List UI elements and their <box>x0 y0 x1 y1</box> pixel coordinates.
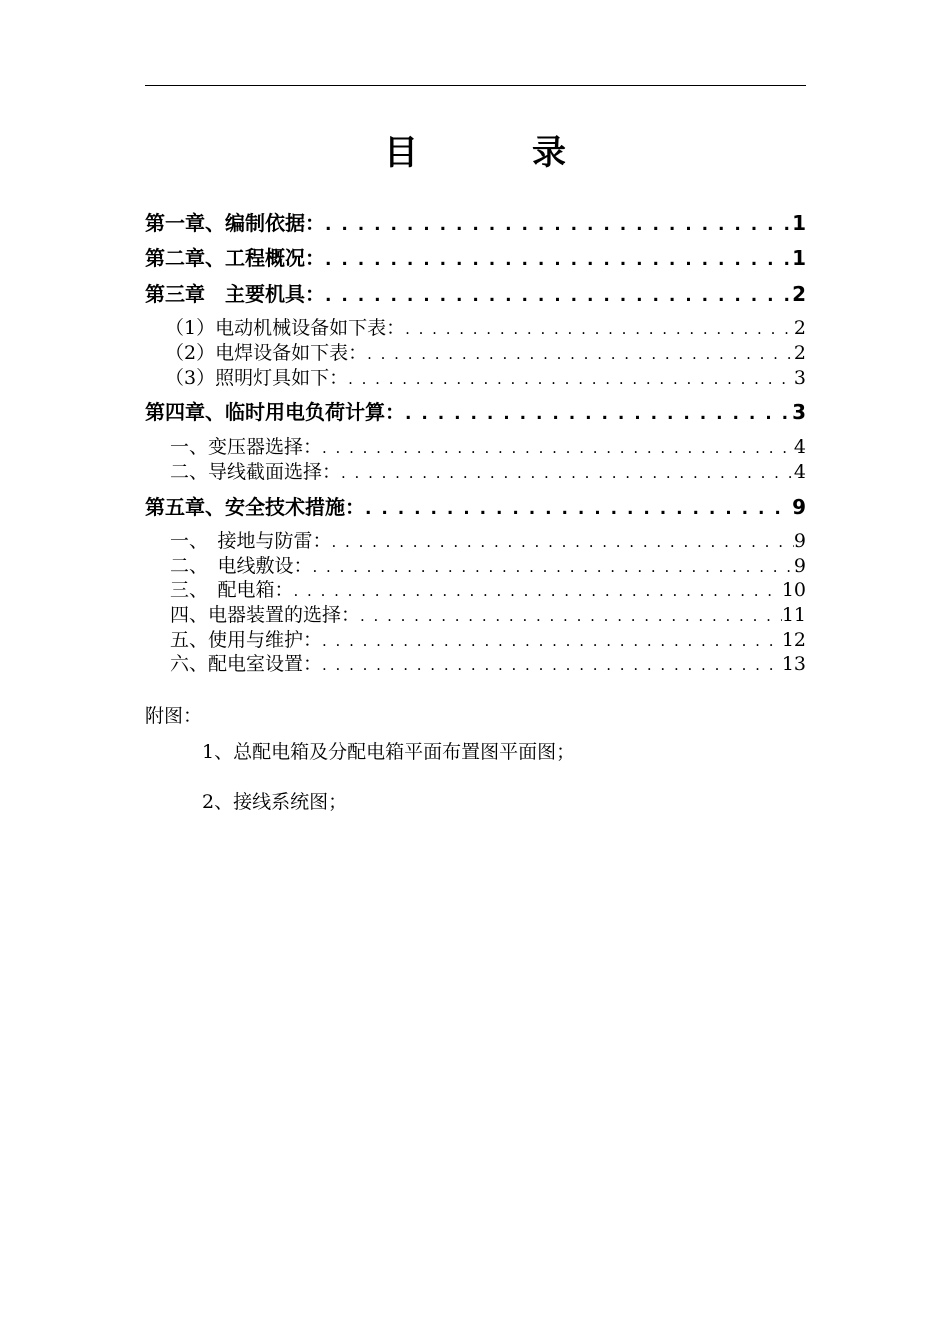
toc-leader-dots <box>325 211 792 235</box>
toc-entry-text: （1）电动机械设备如下表： <box>165 317 406 339</box>
toc-leader-dots <box>294 579 782 601</box>
toc-page-number: 2 <box>793 317 806 339</box>
toc-leader-dots <box>325 282 792 306</box>
toc-leader-dots <box>348 367 794 389</box>
toc-entry-section[interactable] <box>165 363 806 390</box>
toc-page-number: 4 <box>793 461 806 483</box>
toc-entry-text: （2）电焊设备如下表： <box>165 342 368 364</box>
toc-page-number: 9 <box>793 555 806 577</box>
toc-leader-dots <box>332 530 794 552</box>
toc-entry-section[interactable] <box>165 313 806 340</box>
toc-page-number: 13 <box>781 653 806 675</box>
toc-leader-dots <box>313 555 794 577</box>
toc-entry-text: 第一章、编制依据： <box>145 211 325 235</box>
toc-entry-text: （3）照明灯具如下： <box>165 367 349 389</box>
toc-entry-text: 第五章、安全技术措施： <box>145 495 365 519</box>
toc-entry-text: 二、 电线敷设： <box>170 555 313 577</box>
toc-leader-dots <box>341 461 794 483</box>
toc-entry-text: 一、 接地与防雷： <box>170 530 332 552</box>
toc-entry-section[interactable] <box>170 526 806 553</box>
toc-page-number: 9 <box>793 530 806 552</box>
toc-entry-text: 四、电器装置的选择： <box>170 604 361 626</box>
appendix-heading: 附图： <box>145 705 203 727</box>
toc-entry-section[interactable] <box>165 338 806 365</box>
toc-entry-section[interactable] <box>170 457 806 484</box>
toc-page-number: 12 <box>781 629 806 651</box>
toc-entry-chapter-4[interactable] <box>145 396 806 425</box>
toc-leader-dots <box>365 495 792 519</box>
appendix-item: 2、接线系统图； <box>202 791 348 813</box>
toc-page-number: 9 <box>792 495 806 519</box>
toc-entry-section[interactable] <box>170 600 806 627</box>
page-title: 目 录 <box>384 133 606 173</box>
toc-leader-dots <box>322 629 782 651</box>
toc-entry-chapter-5[interactable] <box>145 491 806 520</box>
toc-entry-text: 第三章 主要机具： <box>145 282 325 306</box>
toc-page-number: 1 <box>792 246 806 270</box>
toc-page-number: 3 <box>792 400 806 424</box>
toc-entry-section[interactable] <box>170 649 806 676</box>
toc-entry-text: 二、导线截面选择： <box>170 461 342 483</box>
toc-page-number: 1 <box>792 211 806 235</box>
toc-entry-section[interactable] <box>170 432 806 459</box>
toc-page-number: 10 <box>781 579 806 601</box>
toc-entry-text: 五、使用与维护： <box>170 629 323 651</box>
toc-entry-chapter-3[interactable] <box>145 278 806 307</box>
toc-leader-dots <box>322 653 782 675</box>
toc-leader-dots <box>405 317 794 339</box>
appendix-item: 1、总配电箱及分配电箱平面布置图平面图； <box>202 741 576 763</box>
toc-leader-dots <box>360 604 782 626</box>
toc-entry-text: 第四章、临时用电负荷计算： <box>145 400 405 424</box>
toc-entry-text: 三、 配电箱： <box>170 579 294 601</box>
toc-entry-chapter-2[interactable] <box>145 242 806 271</box>
header-rule <box>145 85 806 86</box>
toc-entry-text: 六、配电室设置： <box>170 653 323 675</box>
toc-page-number: 2 <box>793 342 806 364</box>
toc-leader-dots <box>325 246 792 270</box>
toc-entry-section[interactable] <box>170 625 806 652</box>
toc-page-number: 11 <box>781 604 806 626</box>
toc-entry-section[interactable] <box>170 551 806 578</box>
toc-entry-text: 一、变压器选择： <box>170 436 323 458</box>
toc-page-number: 2 <box>792 282 806 306</box>
toc-entry-chapter-1[interactable] <box>145 207 806 236</box>
toc-leader-dots <box>405 400 792 424</box>
toc-entry-section[interactable] <box>170 575 806 602</box>
toc-leader-dots <box>367 342 794 364</box>
toc-entry-text: 第二章、工程概况： <box>145 246 325 270</box>
toc-page-number: 3 <box>793 367 806 389</box>
toc-leader-dots <box>322 436 794 458</box>
toc-page-number: 4 <box>793 436 806 458</box>
